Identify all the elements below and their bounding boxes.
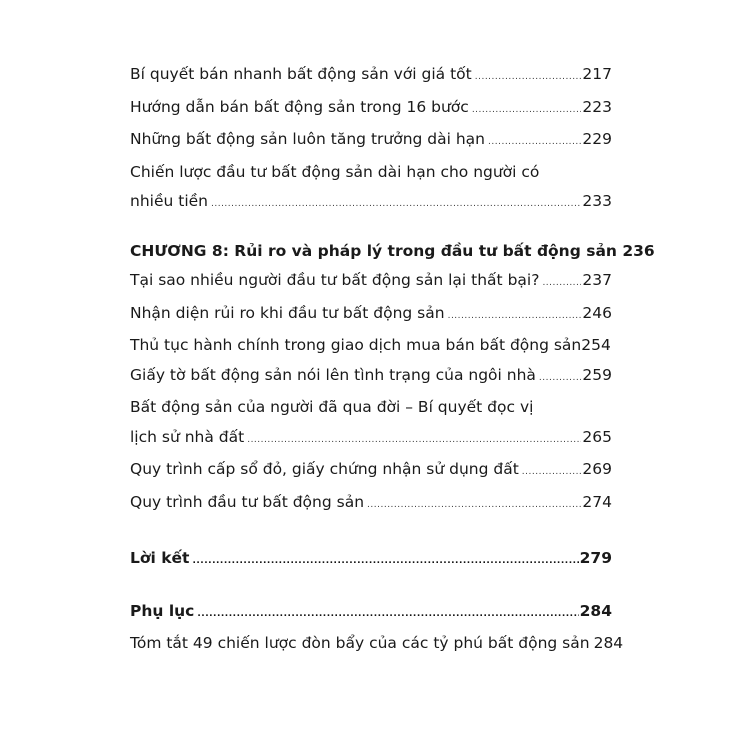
dot-leader: [488, 128, 581, 158]
dot-leader: [197, 600, 578, 630]
dot-leader: [475, 63, 582, 93]
toc-entry-page: 217: [582, 65, 612, 83]
toc-entry: [130, 488, 612, 521]
dot-leader: [247, 426, 581, 456]
dot-leader: [542, 269, 581, 299]
dot-leader: [472, 96, 582, 126]
toc-entry-title: Những bất động sản luôn tăng trưởng dài hạn: [130, 130, 486, 148]
toc-entry-title: Giấy tờ bất động sản nói lên tình trạng của ngôi nhà: [130, 365, 536, 384]
toc-entry: [130, 423, 612, 456]
toc-entry: [130, 629, 624, 662]
toc-entry-page: 259: [582, 365, 612, 384]
toc-entry: [130, 60, 612, 93]
toc-entry: [130, 93, 612, 126]
toc-entry-title: Hướng dẫn bán bất động sản trong 16 bước: [130, 97, 469, 116]
toc-entry-page: 274: [582, 492, 612, 511]
toc-entry-page: 269: [582, 460, 612, 478]
toc-entry-title: nhiều tiền: [130, 192, 208, 210]
toc-entry-title: Quy trình đầu tư bất động sản: [130, 492, 365, 511]
toc-entry-page: 223: [582, 97, 612, 116]
toc-entry-page: 284: [593, 634, 624, 652]
table-of-contents: [130, 60, 655, 662]
dot-leader: [192, 547, 578, 577]
toc-entry-title: Nhận diện rủi ro khi đầu tư bất động sản: [130, 303, 445, 322]
toc-entry-wrapped-line1: Chiến lược đầu tư bất động sản dài hạn cho người có: [130, 162, 540, 181]
appendix-title: Phụ lục: [130, 601, 195, 620]
toc-entry-page: 246: [582, 303, 612, 322]
toc-entry-page: 233: [582, 192, 612, 210]
toc-entry: [130, 299, 612, 332]
toc-entry-title: Tại sao nhiều người đầu tư bất động sản lại thất bại?: [130, 271, 540, 289]
toc-entry: [130, 125, 612, 158]
dot-leader: [522, 458, 582, 488]
closing-entry: [130, 544, 612, 577]
dot-leader: [448, 302, 582, 332]
closing-title: Lời kết: [130, 549, 190, 567]
toc-entry: [130, 361, 612, 394]
toc-entry-title: Quy trình cấp sổ đỏ, giấy chứng nhận sử dụng đất: [130, 460, 519, 478]
toc-entry-page: 254: [581, 336, 611, 354]
toc-entry-title: Tóm tắt 49 chiến lược đòn bẩy của các tỷ phú bất động sản: [130, 634, 590, 652]
toc-entry-page: 229: [582, 130, 612, 148]
toc-entry-wrapped-line1: Bất động sản của người đã qua đời – Bí quyết đọc vị: [130, 398, 534, 416]
dot-leader: [211, 190, 581, 220]
chapter-heading: CHƯƠNG 8: Rủi ro và pháp lý trong đầu tư bất động sản 236: [130, 241, 655, 260]
dot-leader: [367, 491, 581, 521]
dot-leader: [539, 364, 582, 394]
toc-entry: [130, 455, 612, 488]
toc-entry-page: 265: [582, 427, 612, 446]
appendix-page: 284: [579, 601, 612, 620]
appendix-entry: [130, 597, 612, 630]
toc-entry: [130, 331, 612, 361]
toc-entry: [130, 187, 612, 220]
toc-entry-title: Thủ tục hành chính trong giao dịch mua bán bất động sản: [130, 336, 582, 354]
toc-entry-title: Bí quyết bán nhanh bất động sản với giá tốt: [130, 65, 472, 83]
toc-entry-page: 237: [582, 271, 612, 289]
toc-entry: [130, 266, 612, 299]
toc-entry-title: lịch sử nhà đất: [130, 427, 245, 446]
closing-page: 279: [579, 549, 612, 567]
